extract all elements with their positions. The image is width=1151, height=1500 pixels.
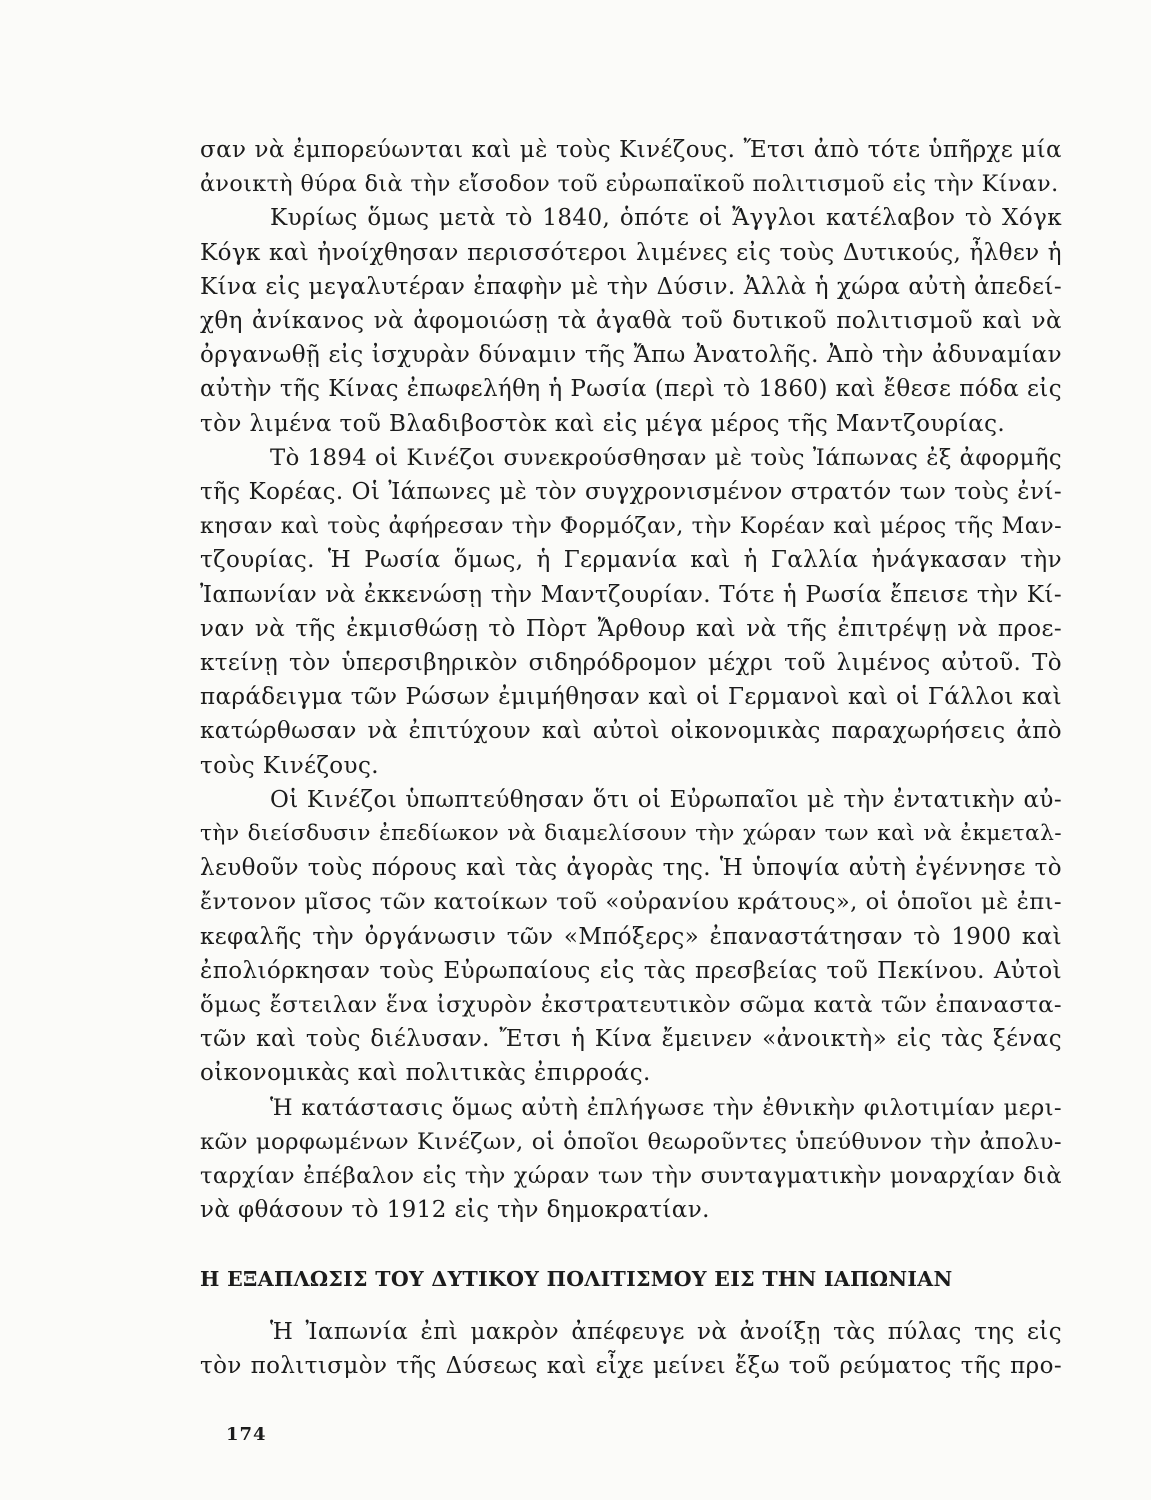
text-line: τζουρίας. Ἡ Ρωσία ὅμως, ἡ Γερμανία καὶ ἡ Γαλλία ἠνάγκασαν τὴν	[200, 547, 1062, 574]
text-line: νὰ φθάσουν τὸ 1912 εἰς τὴν δημοκρατίαν.	[200, 1197, 710, 1224]
paragraph-5	[200, 1091, 1062, 1228]
text-line: Ἡ κατάστασις ὅμως αὐτὴ ἐπλήγωσε τὴν ἐθνικὴν φιλοτιμίαν μερι-	[270, 1094, 1062, 1121]
text-line: τῆς Κορέας. Οἱ Ἰάπωνες μὲ τὸν συγχρονισμένον στρατόν των τοὺς ἐνί-	[200, 479, 1062, 506]
text-line: Ἡ Ἰαπωνία ἐπὶ μακρὸν ἀπέφευγε νὰ ἀνοίξῃ τὰς πύλας της εἰς	[270, 1319, 1062, 1345]
paragraph-3	[200, 441, 1062, 783]
page-body-text	[200, 133, 1062, 1228]
text-line: Κυρίως ὅμως μετὰ τὸ 1840, ὁπότε οἱ Ἄγγλοι κατέλαβον τὸ Χόγκ	[270, 205, 1062, 232]
text-line: Κόγκ καὶ ἠνοίχθησαν περισσότεροι λιμένες εἰς τοὺς Δυτικούς, ἦλθεν ἡ	[200, 239, 1062, 266]
text-line: τοὺς Κινέζους.	[200, 752, 379, 779]
text-line: τὴν διείσδυσιν ἐπεδίωκον νὰ διαμελίσουν τὴν χώραν των καὶ νὰ ἐκμεταλ-	[200, 821, 1062, 847]
page-number: 174	[226, 1424, 267, 1445]
text-line: ἐπολιόρκησαν τοὺς Εὐρωπαίους εἰς τὰς πρεσβείας τοῦ Πεκίνου. Αὐτοὶ	[200, 957, 1062, 984]
text-line: κεφαλῆς τὴν ὀργάνωσιν τῶν «Μπόξερς» ἐπαναστάτησαν τὸ 1900 καὶ	[200, 923, 1062, 950]
text-line: Κίνα εἰς μεγαλυτέραν ἐπαφὴν μὲ τὴν Δύσιν. Ἀλλὰ ἡ χώρα αὐτὴ ἀπεδεί-	[200, 273, 1062, 300]
text-line: Οἱ Κινέζοι ὑπωπτεύθησαν ὅτι οἱ Εὐρωπαῖοι μὲ τὴν ἐντατικὴν αὐ-	[270, 786, 1062, 813]
text-line: οἰκονομικὰς καὶ πολιτικὰς ἐπιρροάς.	[200, 1060, 651, 1087]
text-line: ἀνοικτὴ θύρα διὰ τὴν εἴσοδον τοῦ εὐρωπαϊκοῦ πολιτισμοῦ εἰς τὴν Κίναν.	[200, 171, 1059, 198]
paragraph-1	[200, 133, 1062, 201]
section-body-text	[200, 1315, 1062, 1383]
text-line: σαν νὰ ἐμπορεύωνται καὶ μὲ τοὺς Κινέζους. Ἔτσι ἀπὸ τότε ὑπῆρχε μία	[200, 137, 1062, 163]
paragraph-2	[200, 201, 1062, 440]
text-line: λευθοῦν τοὺς πόρους καὶ τὰς ἀγορὰς της. Ἡ ὑποψία αὐτὴ ἐγέννησε τὸ	[200, 855, 1062, 882]
text-line: ἔντονον μῖσος τῶν κατοίκων τοῦ «οὐρανίου κράτους», οἱ ὁποῖοι μὲ ἐπι-	[200, 889, 1062, 916]
text-line: κῶν μορφωμένων Κινέζων, οἱ ὁποῖοι θεωροῦντες ὑπεύθυνον τὴν ἀπολυ-	[200, 1128, 1062, 1155]
text-line: τὸν πολιτισμὸν τῆς Δύσεως καὶ εἶχε μείνει ἔξω τοῦ ρεύματος τῆς προ-	[200, 1353, 1062, 1380]
text-line: ὀργανωθῇ εἰς ἰσχυρὰν δύναμιν τῆς Ἄπω Ἀνατολῆς. Ἀπὸ τὴν ἀδυναμίαν	[200, 342, 1062, 369]
text-line: παράδειγμα τῶν Ρώσων ἐμιμήθησαν καὶ οἱ Γερμανοὶ καὶ οἱ Γάλλοι καὶ	[200, 684, 1062, 711]
text-line: κησαν καὶ τοὺς ἀφήρεσαν τὴν Φορμόζαν, τὴν Κορέαν καὶ μέρος τῆς Μαν-	[200, 513, 1062, 540]
text-line: χθη ἀνίκανος νὰ ἀφομοιώσῃ τὰ ἀγαθὰ τοῦ δυτικοῦ πολιτισμοῦ καὶ νὰ	[200, 308, 1062, 335]
text-line: Ἰαπωνίαν νὰ ἐκκενώσῃ τὴν Μαντζουρίαν. Τότε ἡ Ρωσία ἔπεισε τὴν Κί-	[200, 581, 1062, 608]
paragraph-4	[200, 783, 1062, 1091]
text-line: ταρχίαν ἐπέβαλον εἰς τὴν χώραν των τὴν συνταγματικὴν μοναρχίαν διὰ	[200, 1163, 1062, 1190]
text-line: τῶν καὶ τοὺς διέλυσαν. Ἔτσι ἡ Κίνα ἔμεινεν «ἀνοικτὴ» εἰς τὰς ξένας	[200, 1026, 1062, 1053]
text-line: Τὸ 1894 οἱ Κινέζοι συνεκρούσθησαν μὲ τοὺς Ἰάπωνας ἐξ ἀφορμῆς	[270, 444, 1062, 471]
text-line: αὐτὴν τῆς Κίνας ἐπωφελήθη ἡ Ρωσία (περὶ τὸ 1860) καὶ ἔθεσε πόδα εἰς	[200, 376, 1062, 403]
text-line: ναν νὰ τῆς ἐκμισθώσῃ τὸ Πὸρτ Ἄρθουρ καὶ νὰ τῆς ἐπιτρέψῃ νὰ προε-	[200, 615, 1062, 642]
section-heading: Η ΕΞΑΠΛΩΣΙΣ ΤΟΥ ΔΥΤΙΚΟΥ ΠΟΛΙΤΙΣΜΟΥ ΕΙΣ ΤΗΝ ΙΑΠΩΝΙΑΝ	[200, 1267, 953, 1291]
text-line: ὅμως ἔστειλαν ἕνα ἰσχυρὸν ἐκστρατευτικὸν σῶμα κατὰ τῶν ἐπαναστα-	[200, 992, 1062, 1019]
paragraph-6	[200, 1315, 1062, 1383]
text-line: κατώρθωσαν νὰ ἐπιτύχουν καὶ αὐτοὶ οἰκονομικὰς παραχωρήσεις ἀπὸ	[200, 718, 1062, 745]
text-line: τὸν λιμένα τοῦ Βλαδιβοστὸκ καὶ εἰς μέγα μέρος τῆς Μαντζουρίας.	[200, 410, 1006, 437]
text-line: κτείνῃ τὸν ὑπερσιβηρικὸν σιδηρόδρομον μέχρι τοῦ λιμένος αὐτοῦ. Τὸ	[200, 650, 1062, 677]
